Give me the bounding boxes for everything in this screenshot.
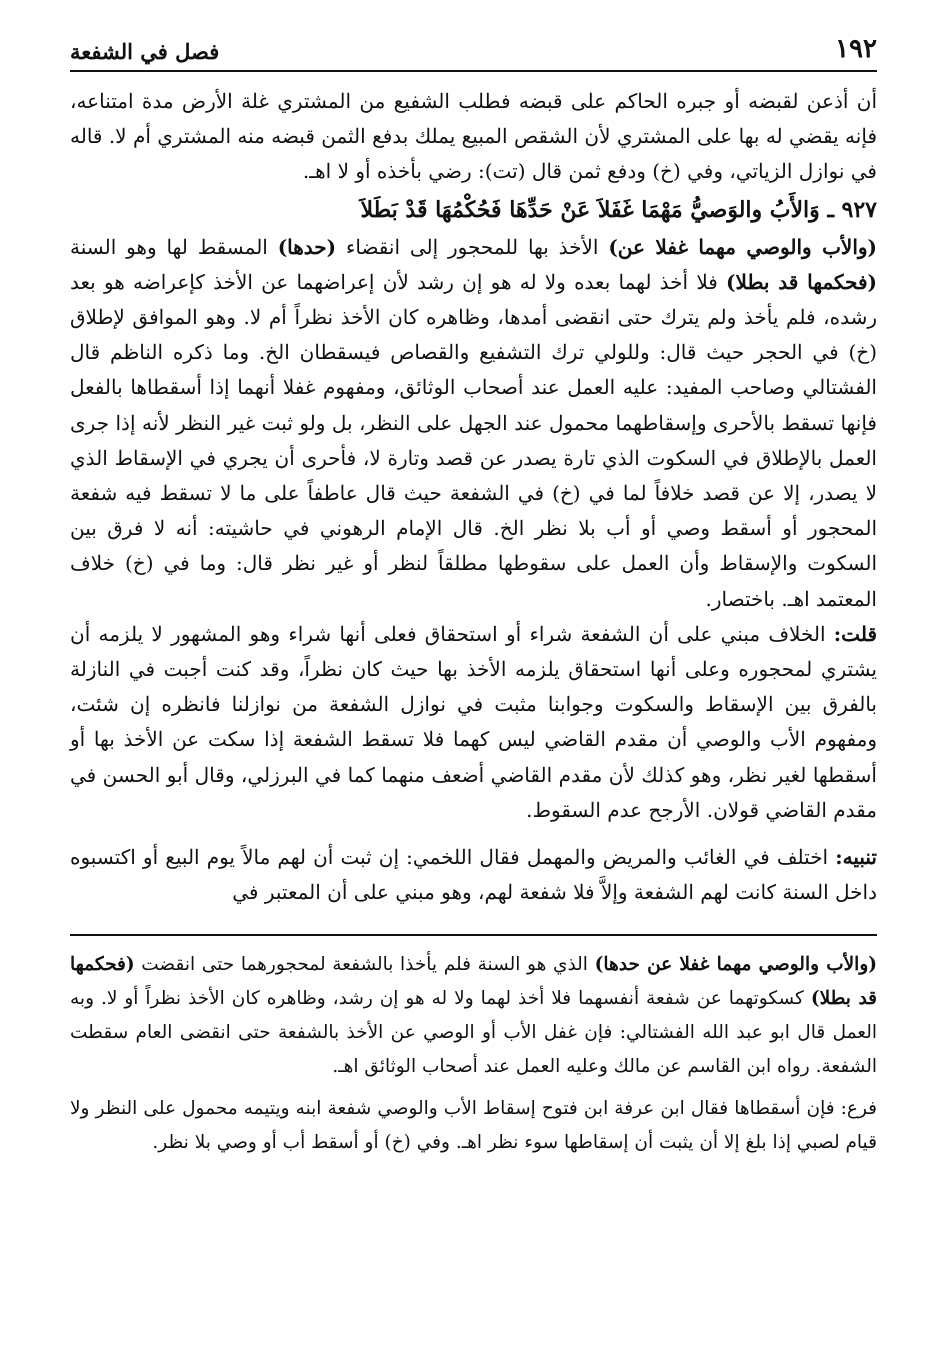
tanbih-text: اختلف في الغائب والمريض والمهمل فقال اللخمي: إن ثبت أن لهم مالاً يوم البيع أو اكتسبوه داخل السنة كانت لهم الشفعة وإلاَّ فلا شفعة لهم، وهو مبني على أن المعتبر في [70, 845, 877, 905]
main-text [70, 84, 877, 910]
commentary-text-rest: فلا أخذ لهما بعده ولا له هو إن رشد لأن إعراضهما عن الأخذ كإعراضه هو بعد رشده، فلم يأخذ ولم يترك حتى انقضى أمدها، وظاهره كان الأخذ نظراً أم لا. وهو الموافق لإطلاق (خ) في الحجر حيث قال: وللولي ترك التشفيع والقصاص فيسقطان الخ. وما ذكره الناظم قال الفشتالي وصاحب المفيد: عليه العمل عند أصحاب الوثائق، ومفهوم غفلا أنهما إذا أسقطاها بالفعل فإنها تسقط بالأحرى وإسقاطهما محمول عند الجهل على النظر، بل ولو ثبت غير النظر لأنه إذا جرى العمل بالإطلاق في السكوت الذي تارة يصدر عن قصد وتارة لا، فأحرى أن يجري في الإسقاط الذي لا يصدر، إلا عن قصد خلافاً لما في (خ) في الشفعة حيث قال عاطفاً على ما لا تسقط فيه شفعة المحجور أو أسقط وصي أو أب بلا نظر الخ. قال الإمام الرهوني في حاشيته: أنه لا فرق بين السكوت والإسقاط وأن العمل على سقوطها مطلقاً لنظر أو غير نظر قال: وما في (خ) خلاف المعتمد اهـ. باختصار. [70, 269, 877, 611]
paragraph-gap [70, 828, 877, 840]
commentary-ruling: (فحكمها قد بطلا) [726, 269, 877, 294]
commentary-term: (حدها) [277, 234, 337, 259]
running-title: فصل في الشفعة [70, 39, 220, 64]
footnote-1 [70, 948, 877, 1084]
qultu-paragraph [70, 617, 877, 828]
qultu-label: قلت: [833, 621, 877, 646]
page-number: ١٩٢ [835, 34, 877, 64]
qultu-text: الخلاف مبني على أن الشفعة شراء أو استحقاق فعلى أنها شراء وهو المشهور لا يلزمه أن يشتري لمحجوره وعلى أنها استحقاق يلزمه الأخذ بها حيث كان نظراً، وقد كنت أجبت في النازلة بالفرق بين الإسقاط والسكوت وجوابنا مثبت في نوازل الشفعة من نوازلنا فانظره إن شئت، ومفهوم الأب والوصي أن مقدم القاضي ليس كهما فلا تسقط الشفعة إذا سكت عن الأخذ بها أو أسقطها لغير نظر، وهو كذلك لأن مقدم القاضي أضعف منهما كما في البرزلي، وقال أبو الحسن في مقدم القاضي قولان. الأرجح عدم السقوط. [70, 621, 877, 822]
tanbih-paragraph [70, 840, 877, 910]
verse-line: ٩٢٧ ـ وَالأَبُ والوَصيُّ مَهْمَا غَفَلاَ عَنْ حَدِّهَا فَحُكْمُهَا قَدْ بَطَلاَ [360, 196, 877, 223]
page-header [70, 30, 877, 72]
footnote-1-text-a: الذي هو السنة فلم يأخذا بالشفعة لمحجورهما حتى انقضت [134, 954, 595, 976]
footnote-1-text-b: كسكوتهما عن شفعة أنفسهما فلا أخذ لهما ولا له هو إن رشد، وظاهره كان الأخذ نظراً أو لا. وبه العمل قال ابو عبد الله الفشتالي: فإن غفل الأب أو الوصي عن الأخذ بالشفعة حتى انقضى العام سقطت الشفعة. رواه ابن القاسم عن مالك وعليه العمل عند أصحاب الوثائق اهـ. [70, 988, 877, 1078]
tanbih-label: تنبيه: [835, 845, 877, 870]
footnote-1-ruling: (فحكمها قد بطلا) [70, 954, 877, 1010]
commentary-text-1: الأخذ بها للمحجور إلى انقضاء [336, 234, 609, 259]
footnote-2: فرع: فإن أسقطاها فقال ابن عرفة ابن فتوح إسقاط الأب والوصي شفعة ابنه ويتيمه محمول على النظر ولا قيام لصبي إذا بلغ إلا أن يثبت أن إسقاطها سوء نظر اهـ. وفي (خ) أو أسقط أب أو وصي بلا نظر. [70, 1098, 877, 1154]
footnote-1-lead: (والأب والوصي مهما غفلا عن حدها) [594, 954, 878, 976]
commentary-text-2: المسقط لها وهو السنة [70, 234, 278, 259]
opening-paragraph: أن أذعن لقبضه أو جبره الحاكم على قبضه فطلب الشفيع من المشتري غلة الأرض مدة امتناعه، فإنه يقضي له بها على المشتري لأن الشقص المبيع يملك بدفع الثمن قبضه منه المشتري أم لا. قاله في نوازل الزياتي، وفي (خ) ودفع ثمن قال (تت): رضي بأخذه أو لا اهـ. [70, 89, 877, 184]
commentary-lead: (والأب والوصي مهما غفلا عن) [608, 234, 878, 259]
footnote-divider [70, 934, 877, 936]
footnotes [70, 948, 877, 1160]
commentary-paragraph [70, 230, 877, 617]
